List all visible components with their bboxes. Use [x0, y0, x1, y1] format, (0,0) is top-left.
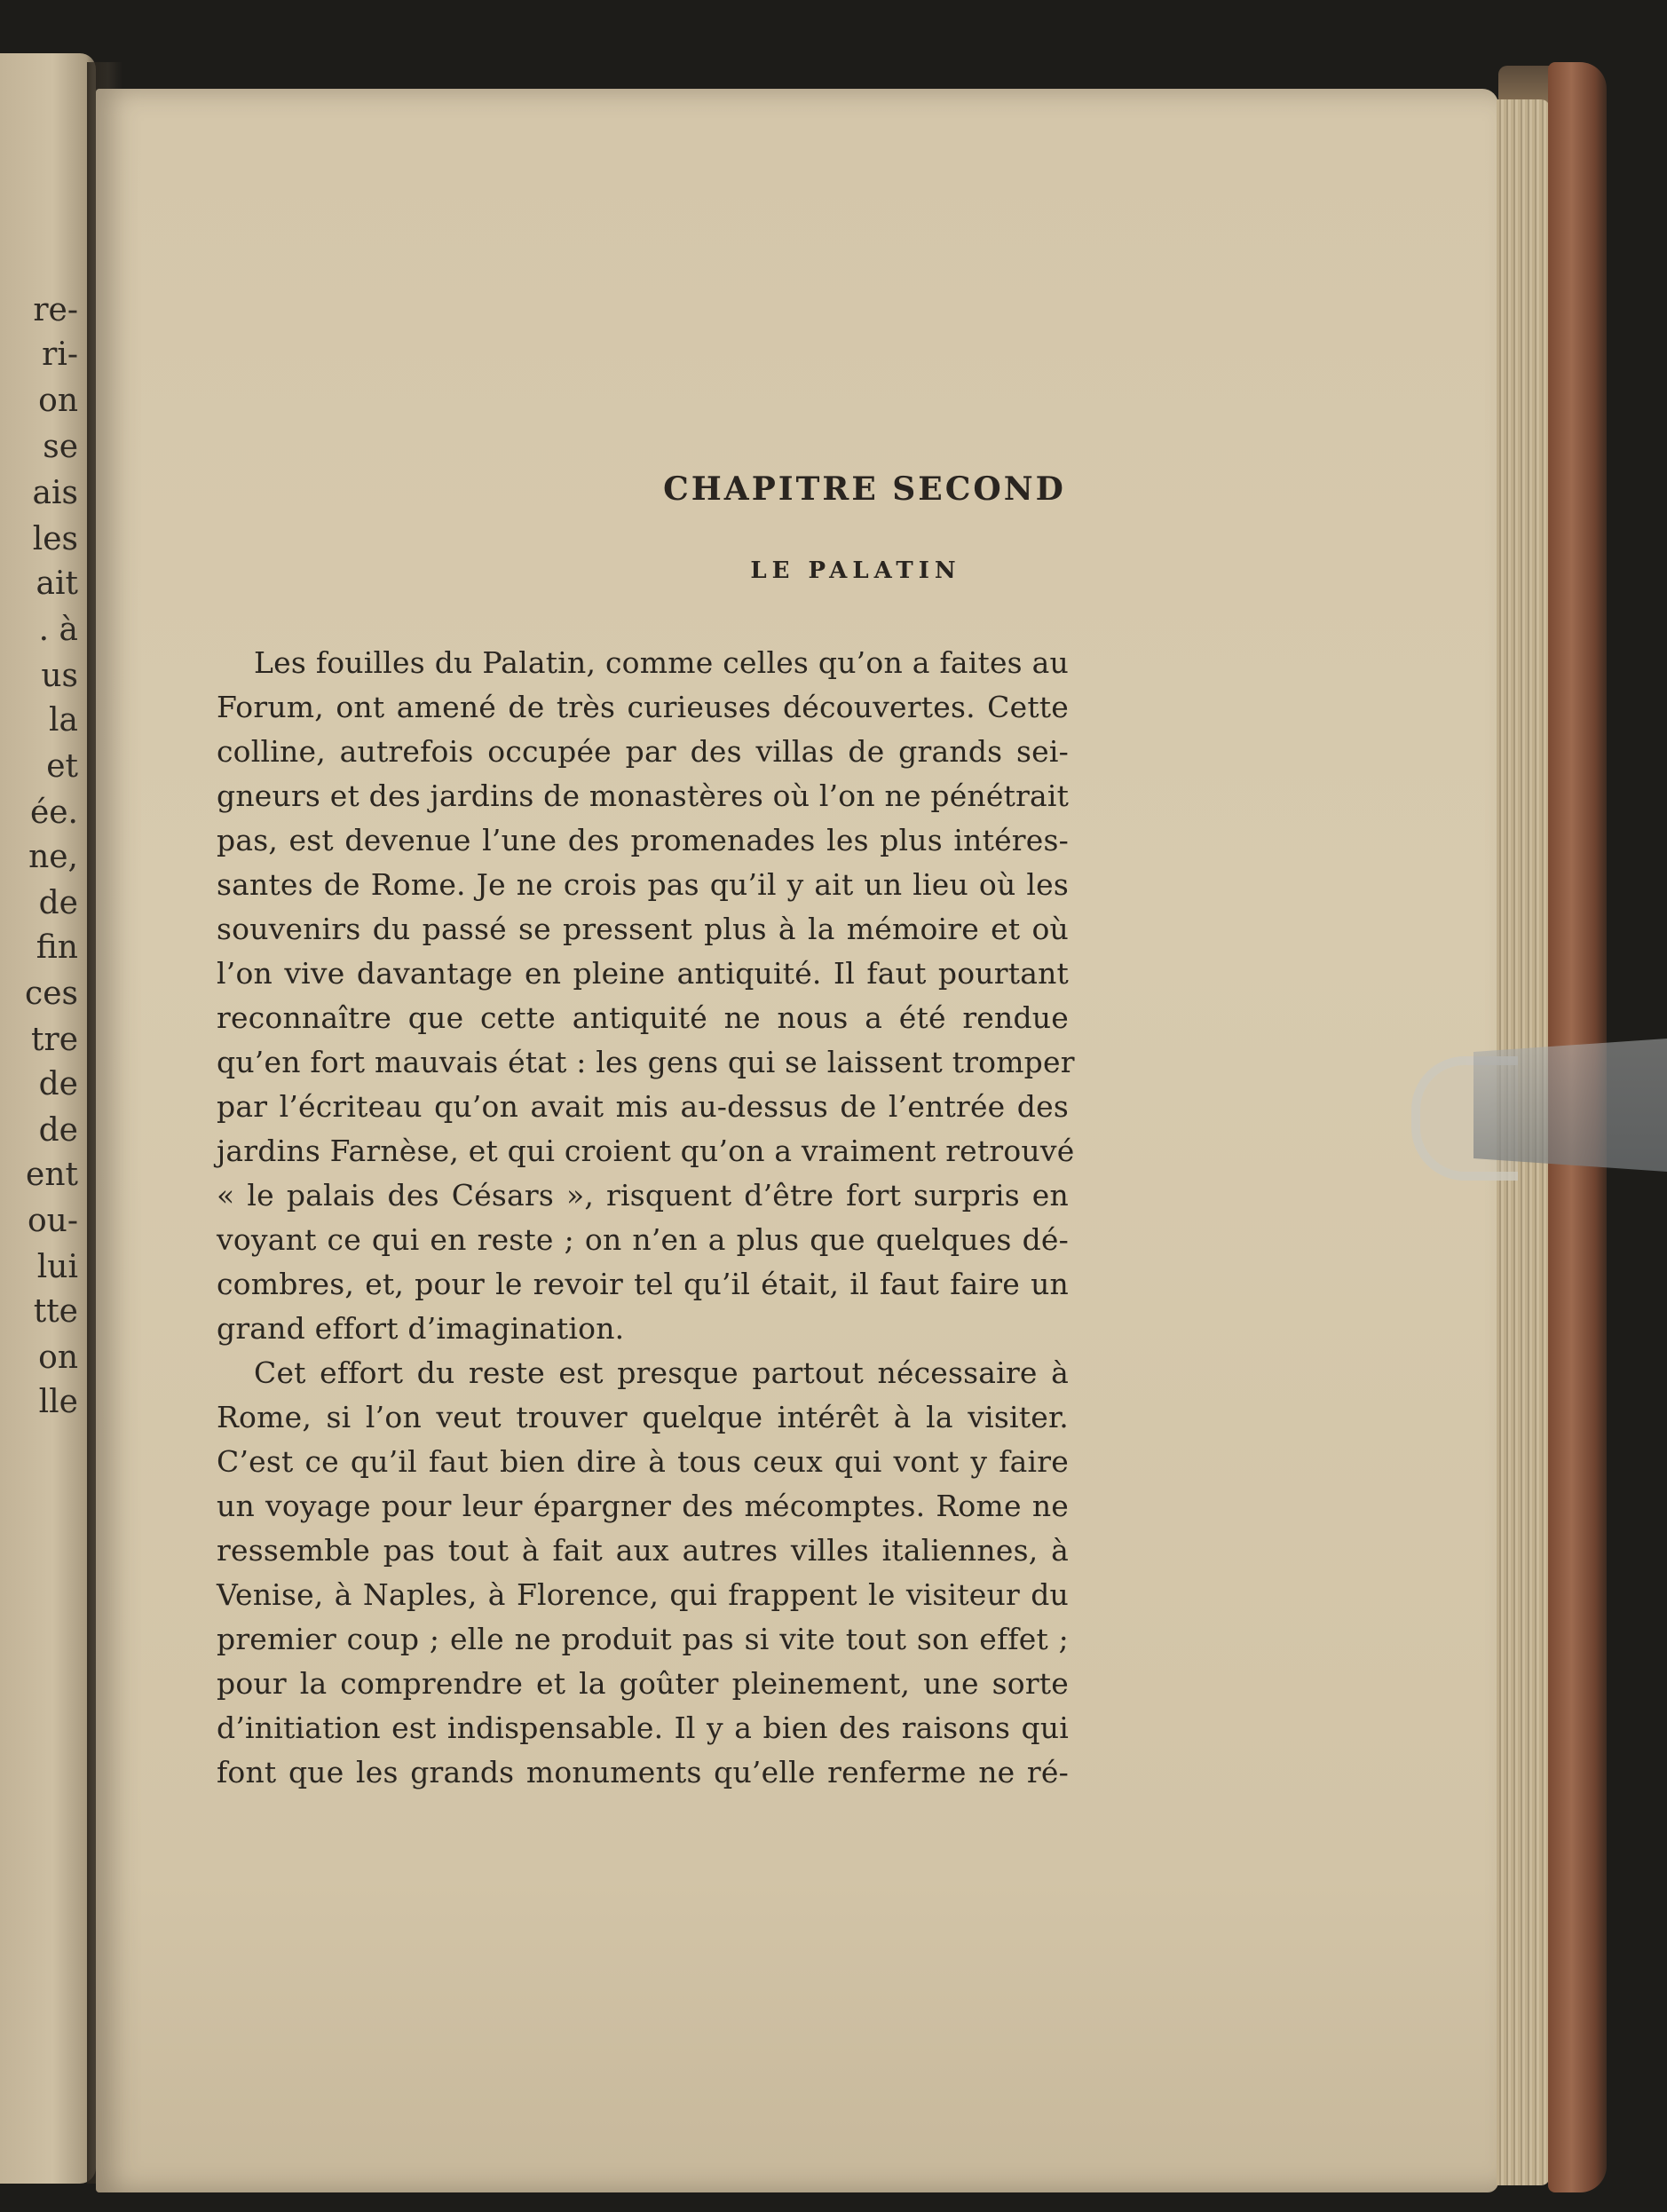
- text-line: l’on vive davantage en pleine antiquité. Il faut pourtant: [217, 956, 1069, 991]
- text-line: font que les grands monuments qu’elle renferme ne ré-: [217, 1755, 1069, 1789]
- left-fragment: ri-: [42, 336, 78, 373]
- text-line: d’initiation est indispensable. Il y a bien des raisons qui: [217, 1710, 1069, 1745]
- text-line: jardins Farnèse, et qui croient qu’on a vraiment retrouvé: [217, 1134, 1075, 1168]
- text-line: souvenirs du passé se pressent plus à la mémoire et où: [217, 912, 1069, 946]
- left-fragment: lui: [36, 1249, 78, 1285]
- text-line: Les fouilles du Palatin, comme celles qu’on a faites au: [254, 645, 1069, 680]
- left-fragment: les: [32, 521, 78, 557]
- left-fragment: tte: [33, 1293, 78, 1330]
- text-line: ressemble pas tout à fait aux autres villes italiennes, à: [217, 1533, 1069, 1568]
- left-fragment: ou-: [27, 1203, 78, 1239]
- text-line: voyant ce qui en reste ; on n’en a plus que quelques dé-: [217, 1222, 1069, 1257]
- left-fragment: la: [49, 702, 78, 739]
- left-fragment: on: [38, 383, 78, 419]
- left-fragment: fin: [36, 929, 78, 966]
- text-line: grand effort d’imagination.: [217, 1311, 625, 1346]
- text-line: premier coup ; elle ne produit pas si vite tout son effet ;: [217, 1622, 1069, 1656]
- left-fragment: ais: [32, 475, 78, 511]
- chapter-title: CHAPITRE SECOND: [663, 470, 1066, 508]
- text-line: pas, est devenue l’une des promenades les plus intéres-: [217, 823, 1069, 857]
- text-line: par l’écriteau qu’on avait mis au-dessus de l’entrée des: [217, 1089, 1069, 1124]
- left-fragment: ée.: [29, 794, 78, 831]
- left-fragment: tre: [31, 1022, 78, 1058]
- left-fragment: de: [38, 1066, 78, 1102]
- text-line: colline, autrefois occupée par des villas de grands sei-: [217, 734, 1069, 769]
- text-line: Cet effort du reste est presque partout nécessaire à: [254, 1355, 1069, 1390]
- body-text: [217, 641, 1075, 1795]
- left-fragment: ces: [25, 976, 78, 1012]
- text-line: pour la comprendre et la goûter pleinement, une sorte: [217, 1666, 1069, 1701]
- left-fragment: us: [41, 658, 78, 694]
- text-line: un voyage pour leur épargner des mécomptes. Rome ne: [217, 1489, 1069, 1523]
- text-line: combres, et, pour le revoir tel qu’il était, il faut faire un: [217, 1267, 1069, 1301]
- text-line: santes de Rome. Je ne crois pas qu’il y ait un lieu où les: [217, 867, 1069, 902]
- text-line: Venise, à Naples, à Florence, qui frappent le visiteur du: [217, 1577, 1069, 1612]
- left-fragment: ent: [26, 1157, 78, 1193]
- text-line: qu’en fort mauvais état : les gens qui se laissent tromper: [217, 1045, 1075, 1079]
- left-fragment: de: [38, 1112, 78, 1149]
- left-fragment: ne,: [28, 839, 78, 875]
- left-fragment: se: [43, 429, 78, 465]
- left-fragment: . à: [38, 612, 78, 648]
- text-line: « le palais des Césars », risquent d’être fort surpris en: [217, 1178, 1069, 1213]
- left-fragment: de: [38, 885, 78, 921]
- page-clip-bar: [1473, 1039, 1667, 1172]
- text-line: Rome, si l’on veut trouver quelque intérêt à la visiter.: [217, 1400, 1069, 1434]
- text-line: gneurs et des jardins de monastères où l’on ne pénétrait: [217, 778, 1070, 813]
- left-fragment: lle: [38, 1384, 78, 1420]
- text-line: C’est ce qu’il faut bien dire à tous ceux qui vont y faire: [217, 1444, 1069, 1479]
- left-fragment: on: [38, 1339, 78, 1376]
- text-line: reconnaître que cette antiquité ne nous a été rendue: [217, 1000, 1069, 1035]
- left-fragment: re-: [33, 292, 78, 328]
- text-line: Forum, ont amené de très curieuses découvertes. Cette: [217, 690, 1069, 724]
- chapter-subtitle: LE PALATIN: [750, 557, 961, 584]
- left-fragment: et: [46, 748, 78, 785]
- left-fragment: ait: [36, 565, 78, 602]
- left-page: [0, 53, 96, 2184]
